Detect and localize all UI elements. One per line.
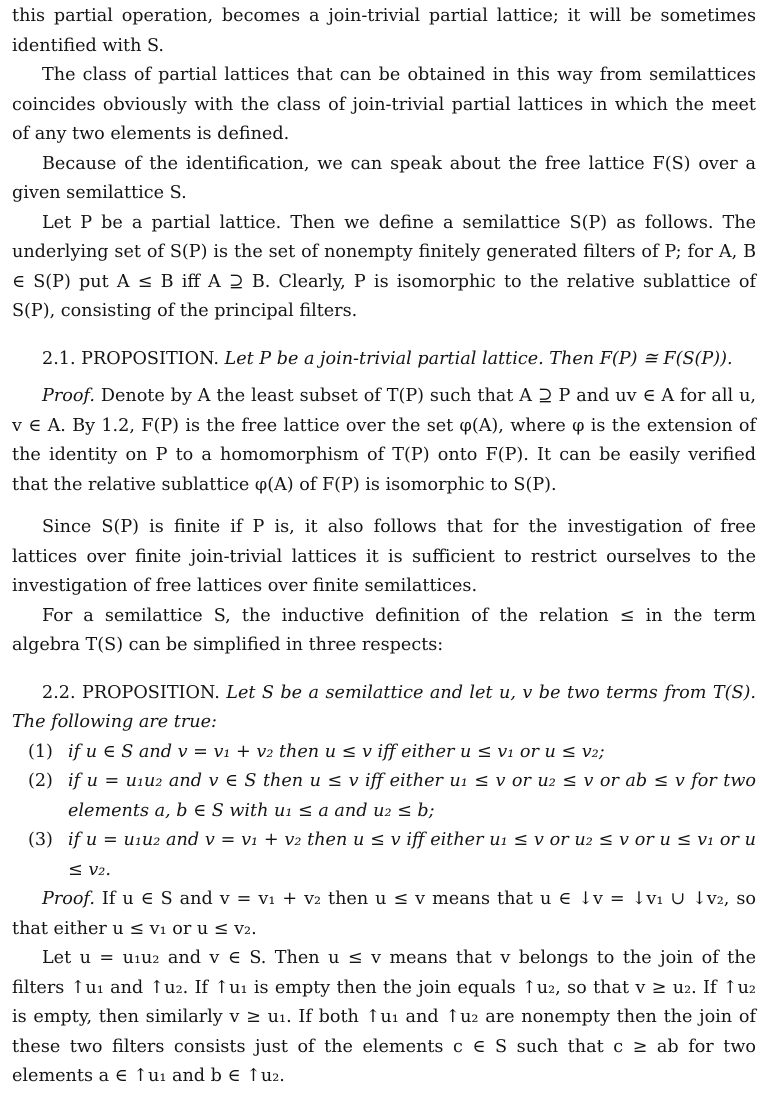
- proposition-item: [12, 767, 756, 826]
- item-text: if u ∈ S and v = v₁ + v₂ then u ≤ v iff either u ≤ v₁ or u ≤ v₂;: [68, 741, 605, 762]
- proof-2-1: [12, 382, 756, 500]
- paragraph-identification: Because of the identification, we can speak about the free lattice F(S) over a given semilattice S.: [12, 153, 756, 203]
- proposition-2-2: [12, 679, 756, 738]
- proposition-2-2-heading: 2.2. PROPOSITION.: [42, 682, 220, 703]
- item-number: (2): [28, 771, 53, 791]
- item-number: (3): [28, 830, 53, 850]
- proof-2-2-label: Proof.: [42, 889, 95, 909]
- proof-2-1-text: Denote by A the least subset of T(P) such that A ⊇ P and uv ∈ A for all u, v ∈ A. By 1.2, F(P) is the free lattice over the set φ(A), where φ is the extension of the identity on P to a homomorphism of T(P) onto F(P). It can be easily verified that the relative sublattice φ(A) of F(P) is isomorphic to S(P).: [12, 386, 757, 495]
- proof-2-2-text: If u ∈ S and v = v₁ + v₂ then u ≤ v means that u ∈ ↓v = ↓v₁ ∪ ↓v₂, so that either u ≤ v₁ or u ≤ v₂.: [12, 889, 756, 939]
- proposition-2-2-statement: Let S be a semilattice and let u, v be two terms from T(S). The following are true:: [12, 682, 756, 732]
- proposition-2-1: [12, 345, 756, 375]
- paragraph-finite-case: Since S(P) is finite if P is, it also follows that for the investigation of free lattices over finite join-trivial lattices it is sufficient to restrict ourselves to the investigation of free lattices over finite semilattices.: [12, 517, 756, 596]
- paragraph-continuation: this partial operation, becomes a join-trivial partial lattice; it will be sometimes identified with S.: [12, 6, 756, 56]
- proposition-2-2-items: [12, 738, 756, 886]
- paragraph-inductive-definition: For a semilattice S, the inductive definition of the relation ≤ in the term algebra T(S) can be simplified in three respects:: [12, 605, 756, 655]
- item-number: (1): [28, 741, 53, 762]
- paragraph-semilattice-definition: Let P be a partial lattice. Then we define a semilattice S(P) as follows. The underlying set of S(P) is the set of nonempty finitely generated filters of P; for A, B ∈ S(P) put A ≤ B iff A ⊇ B. Clearly, P is isomorphic to the relative sublattice of S(P), consisting of the principal filters.: [12, 212, 756, 321]
- proof-2-2: [12, 885, 756, 944]
- paragraph-class-of-partial-lattices: The class of partial lattices that can be obtained in this way from semilattices coincides obviously with the class of join-trivial partial lattices in which the meet of any two elements is defined.: [12, 65, 756, 144]
- item-text: if u = u₁u₂ and v = v₁ + v₂ then u ≤ v iff either u₁ ≤ v or u₂ ≤ v or u ≤ v₁ or u ≤ v₂.: [68, 830, 756, 880]
- proposition-2-1-statement: Let P be a join-trivial partial lattice. Then F(P) ≅ F(S(P)).: [224, 348, 733, 369]
- proposition-item: [12, 826, 756, 885]
- proposition-item: [12, 738, 756, 768]
- proof-2-1-label: Proof.: [42, 386, 95, 406]
- proof-2-2-continuation: Let u = u₁u₂ and v ∈ S. Then u ≤ v means that v belongs to the join of the filters ↑u₁ and ↑u₂. If ↑u₁ is empty then the join equals ↑u₂, so that v ≥ u₂. If ↑u₂ is empty, then similarly v ≥ u₁. If both ↑u₁ and ↑u₂ are nonempty then the join of these two filters consists just of the elements c ∈ S such that c ≥ ab for two elements a ∈ ↑u₁ and b ∈ ↑u₂.: [12, 948, 756, 1086]
- proposition-2-1-heading: 2.1. PROPOSITION.: [42, 348, 219, 369]
- item-text: if u = u₁u₂ and v ∈ S then u ≤ v iff either u₁ ≤ v or u₂ ≤ v or ab ≤ v for two elements a, b ∈ S with u₁ ≤ a and u₂ ≤ b;: [68, 771, 756, 821]
